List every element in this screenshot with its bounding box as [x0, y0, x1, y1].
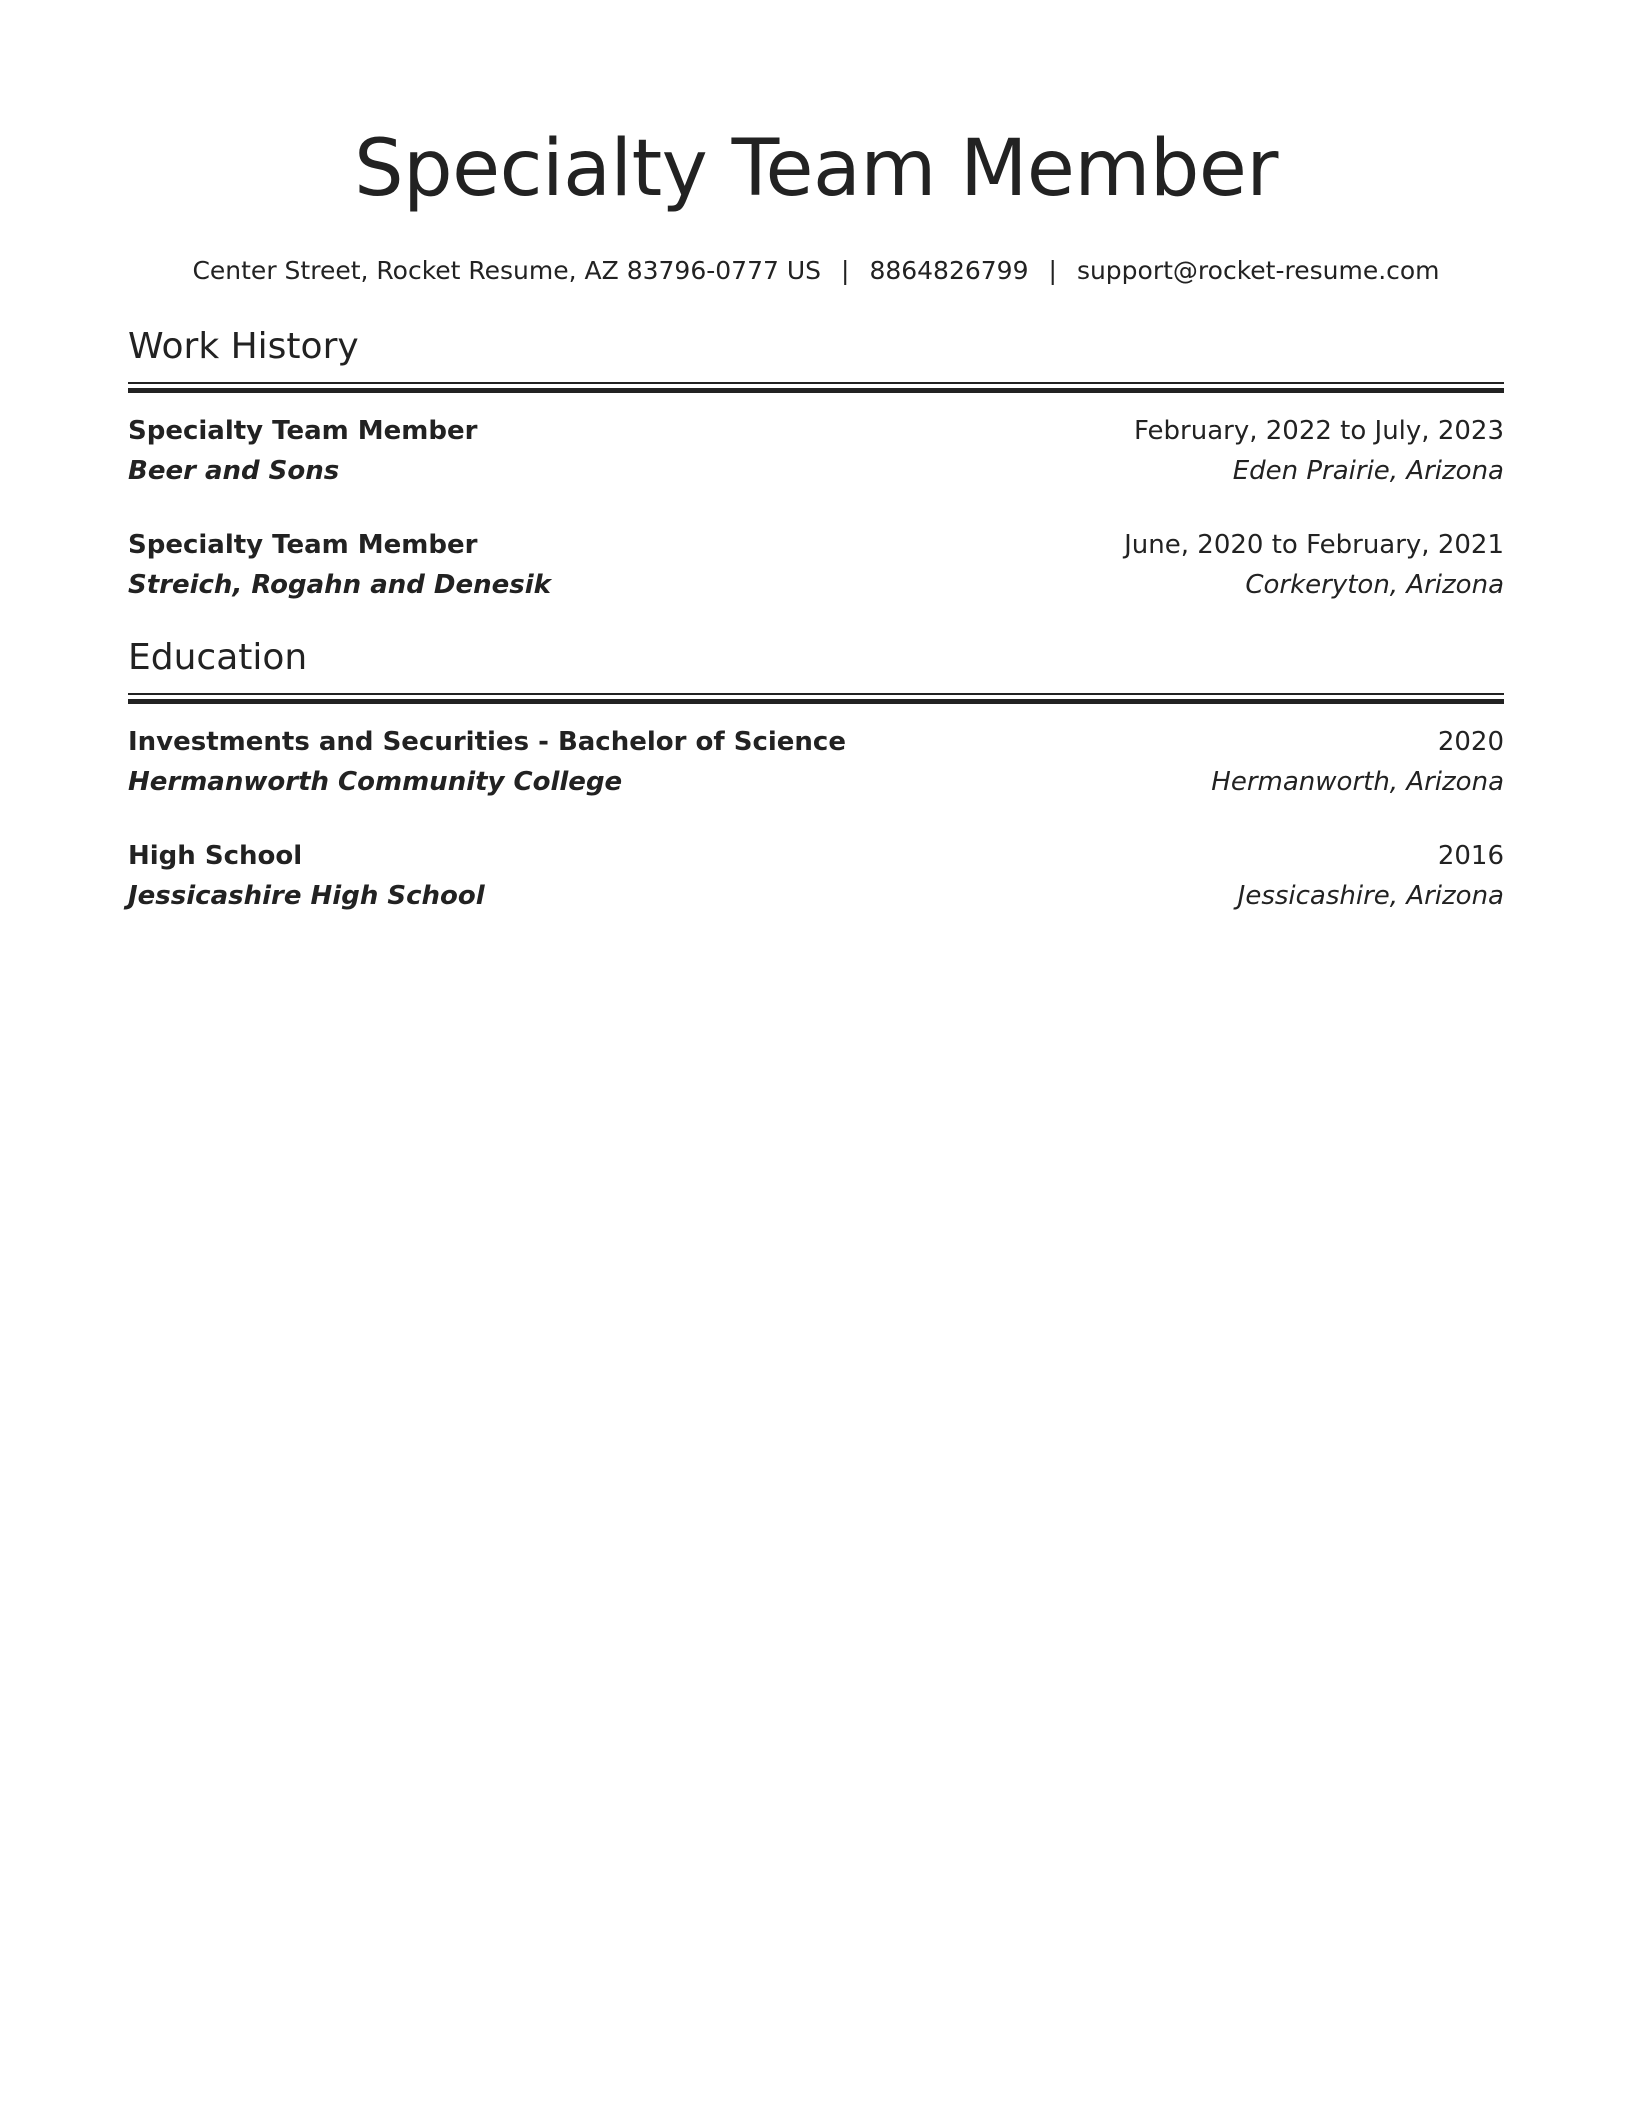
- graduation-year: 2016: [1437, 841, 1504, 871]
- contact-address: Center Street, Rocket Resume, AZ 83796-0777 US: [192, 256, 821, 285]
- work-entry-subheader: [128, 451, 1504, 491]
- education-entry-header: [128, 836, 1504, 876]
- school-name: Hermanworth Community College: [128, 767, 623, 797]
- work-entry-header: [128, 525, 1504, 565]
- section-title-work-history: Work History: [128, 326, 359, 367]
- work-entry: [128, 411, 1504, 491]
- education-entry-header: [128, 722, 1504, 762]
- education-entry-subheader: [128, 876, 1504, 916]
- section-title-education: Education: [128, 637, 308, 678]
- candidate-name: Specialty Team Member: [354, 124, 1278, 214]
- job-dates: June, 2020 to February, 2021: [1124, 530, 1504, 560]
- work-entry-subheader: [128, 565, 1504, 605]
- section-divider: [128, 693, 1504, 704]
- contact-phone: 8864826799: [869, 256, 1029, 285]
- contact-separator: |: [1048, 256, 1057, 285]
- job-location: Corkeryton, Arizona: [1245, 570, 1504, 600]
- school-name: Jessicashire High School: [128, 881, 485, 911]
- education-section: [128, 635, 1504, 916]
- education-entry: [128, 722, 1504, 802]
- graduation-year: 2020: [1437, 727, 1504, 757]
- job-title: Specialty Team Member: [128, 530, 478, 560]
- education-entry-subheader: [128, 762, 1504, 802]
- degree-name: Investments and Securities - Bachelor of Science: [128, 727, 846, 757]
- company-name: Beer and Sons: [128, 456, 340, 486]
- resume-page: [128, 0, 1504, 2112]
- degree-name: High School: [128, 841, 303, 871]
- contact-email: support@rocket-resume.com: [1076, 256, 1440, 285]
- job-location: Eden Prairie, Arizona: [1232, 456, 1504, 486]
- work-entry: [128, 525, 1504, 605]
- company-name: Streich, Rogahn and Denesik: [128, 570, 551, 600]
- school-location: Jessicashire, Arizona: [1237, 881, 1504, 911]
- education-entry: [128, 836, 1504, 916]
- school-location: Hermanworth, Arizona: [1211, 767, 1504, 797]
- job-dates: February, 2022 to July, 2023: [1134, 416, 1504, 446]
- work-history-section: [128, 324, 1504, 605]
- contact-line: [128, 254, 1504, 288]
- contact-separator: |: [841, 256, 850, 285]
- job-title: Specialty Team Member: [128, 416, 478, 446]
- section-divider: [128, 382, 1504, 393]
- work-entry-header: [128, 411, 1504, 451]
